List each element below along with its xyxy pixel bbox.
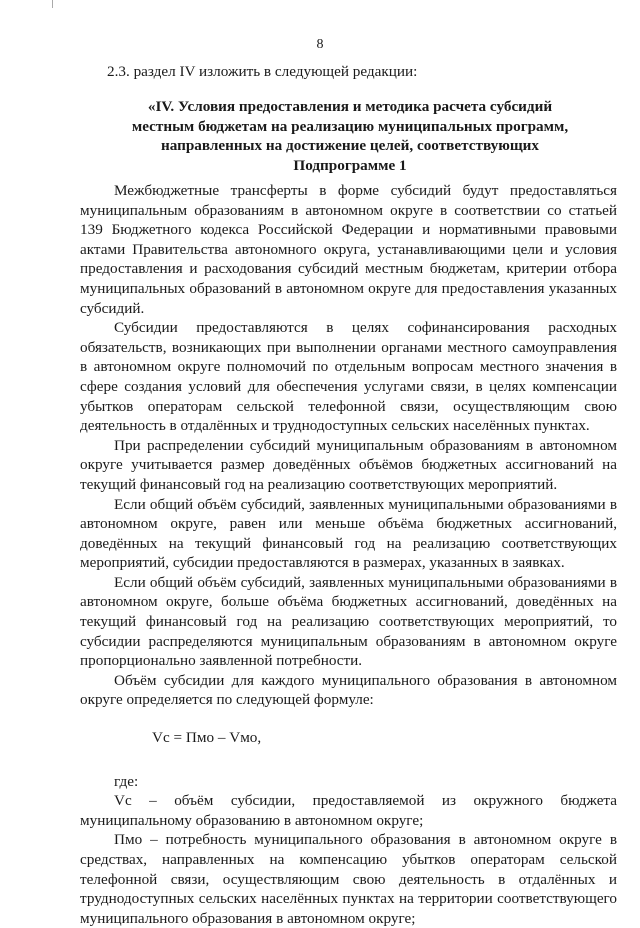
- heading-line: направленных на достижение целей, соответствующих: [160, 137, 540, 154]
- section-body: [80, 181, 617, 928]
- definition-pmo: Пмо – потребность муниципального образования в автономном округе в средствах, направленных на компенсацию убытков операторам сельской телефонной связи, осуществляющим свою деятельность в отдалённых и труднодоступных сельских населённых пунктах на территории соответствующего муниципального образования в автономном округе;: [80, 831, 617, 927]
- heading-line: местным бюджетам на реализацию муниципальных программ,: [131, 117, 569, 135]
- where-label: где:: [114, 772, 139, 790]
- paragraph: Если общий объём субсидий, заявленных муниципальными образованиями в автономном округе, равен или меньше объёма бюджетных ассигнований, доведённых на текущий финансовый год на реализацию соответствующих мероприятий, субсидии предоставляются в размерах, указанных в заявках.: [80, 495, 617, 572]
- paragraph: Субсидии предоставляются в целях софинансирования расходных обязательств, возникающих при выполнении органами местного самоуправления в автономном округе полномочий по отдельным вопросам местного значения в сфере создания условий для обеспечения услугами связи, в целях компенсации убытков операторам сельской телефонной связи, осуществляющим свою деятельность в отдалённых и труднодоступных сельских населённых пунктах.: [80, 319, 617, 435]
- definition-vs: Vс – объём субсидии, предоставляемой из окружного бюджета муниципальному образованию в автономном округе;: [80, 792, 617, 829]
- amendment-intro: 2.3. раздел IV изложить в следующей редакции:: [107, 63, 418, 80]
- paragraph: Объём субсидии для каждого муниципального образования в автономном округе определяется по следующей формуле:: [80, 671, 617, 709]
- scan-artifact: [52, 0, 63, 8]
- heading-line: Подпрограмме 1: [293, 156, 407, 174]
- subsidy-formula: Vс = Пмо – Vмо,: [152, 729, 262, 747]
- paragraph: При распределении субсидий муниципальным образованиям в автономном округе учитывается размер доведённых объёмов бюджетных ассигнований на текущий финансовый год на реализацию соответствующих мероприятий.: [80, 436, 617, 493]
- section-heading: [80, 97, 620, 175]
- heading-line: «IV. Условия предоставления и методика расчета субсидий: [147, 98, 553, 115]
- page-number: 8: [316, 37, 324, 52]
- paragraph: Если общий объём субсидий, заявленных муниципальными образованиями в автономном округе, больше объёма бюджетных ассигнований, доведённых на текущий финансовый год на реализацию соответствующих мероприятий, то субсидии распределяются муниципальным образованиям в автономном округе пропорционально заявленной потребности.: [80, 573, 617, 670]
- paragraph: Межбюджетные трансферты в форме субсидий будут предоставляться муниципальным образованиям в автономном округе в соответствии со статьей 139 Бюджетного кодекса Российской Федерации и нормативными правовыми актами Правительства автономного округа, устанавливающими цели и условия предоставления и расходования субсидий местным бюджетам, критерии отбора муниципальных образований в автономном округе для предоставления указанных субсидий.: [80, 182, 617, 317]
